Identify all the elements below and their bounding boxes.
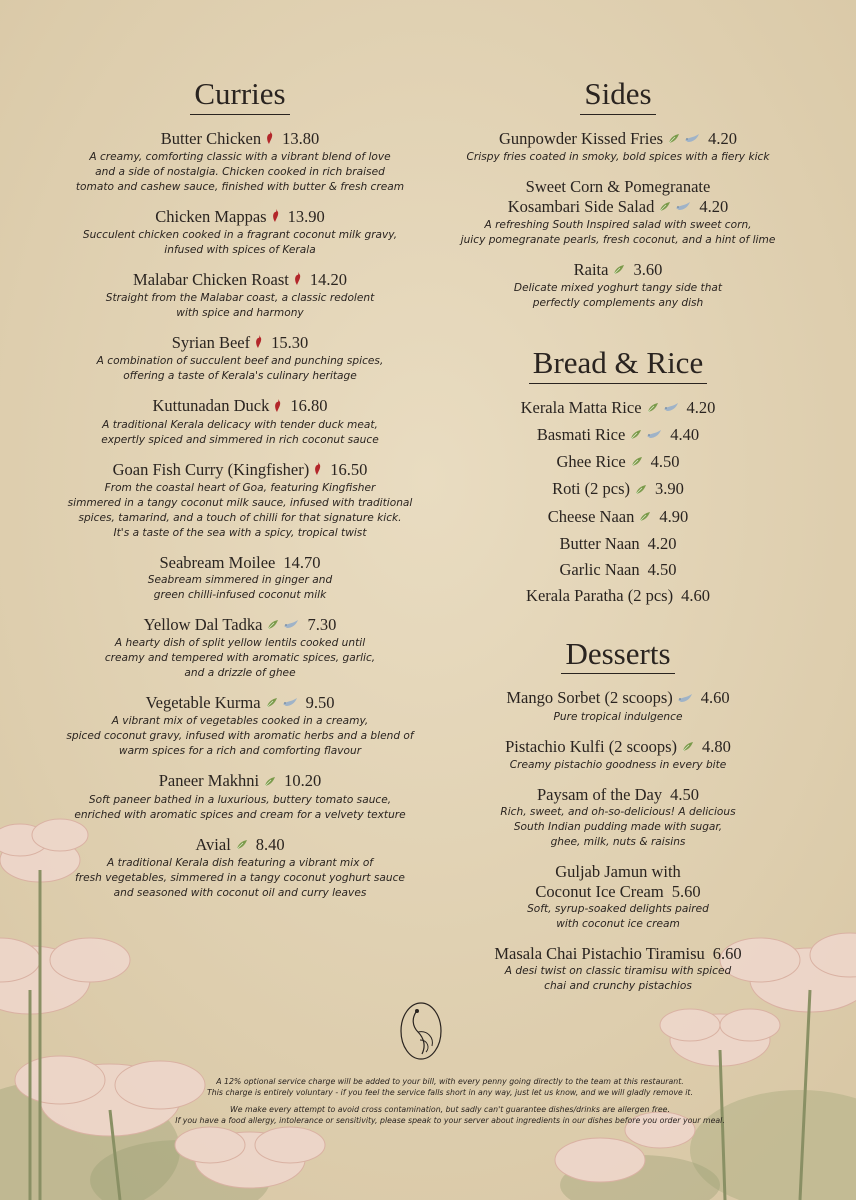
menu-item	[432, 737, 804, 773]
menu-item	[432, 177, 804, 248]
item-price: 3.60	[633, 259, 663, 279]
desserts-section	[432, 635, 804, 994]
vegetarian-icon	[266, 616, 279, 636]
item-name-text: Malabar Chicken Roast	[133, 269, 289, 289]
description-line: infused with spices of Kerala	[164, 243, 316, 256]
footer-notes	[100, 1076, 800, 1132]
description-line: and a drizzle of ghee	[184, 667, 296, 680]
item-name	[40, 460, 440, 481]
menu-item	[432, 862, 804, 932]
item-name	[432, 944, 804, 964]
sides-list	[432, 129, 804, 312]
item-description	[432, 150, 804, 165]
description-line: A desi twist on classic tiramisu with spiced	[504, 964, 732, 977]
item-name-text: Masala Chai Pistachio Tiramisu	[494, 943, 705, 963]
item-name	[40, 207, 440, 228]
vegetarian-icon	[681, 738, 694, 758]
item-price: 4.80	[701, 736, 731, 756]
description-line: It's a taste of the sea with a spicy, tropical twist	[113, 526, 367, 539]
menu-item	[432, 452, 804, 473]
chilli-icon	[265, 130, 274, 150]
description-line: fresh vegetables, simmered in a tangy coconut yoghurt sauce	[75, 871, 405, 884]
item-description	[432, 805, 804, 850]
item-description	[40, 793, 440, 823]
item-name	[40, 270, 440, 291]
service-charge-note: A 12% optional service charge will be added to your bill, with every penny going directly to the team at this restaurant. This charge is entirely voluntary - if you feel the service falls short in any way, just let us know, and we will gladly remove it.	[207, 1077, 693, 1097]
menu-item	[40, 771, 440, 822]
item-description	[40, 573, 440, 603]
item-price: 4.50	[647, 559, 677, 579]
item-name-text: Avial	[195, 834, 231, 854]
item-name	[432, 534, 804, 554]
description-line: offering a taste of Kerala's culinary heritage	[123, 370, 357, 383]
description-line: From the coastal heart of Goa, featuring Kingfisher	[104, 481, 376, 494]
vegan-icon	[646, 426, 662, 446]
item-name-text: Gunpowder Kissed Fries	[499, 128, 664, 148]
description-line: perfectly complements any dish	[532, 297, 704, 310]
item-name	[432, 398, 804, 419]
description-line: spiced coconut gravy, infused with aromatic herbs and a blend of	[66, 730, 414, 743]
peacock-emblem-icon	[398, 1000, 444, 1062]
item-name	[40, 396, 440, 417]
item-name-text: Mango Sorbet (2 scoops)	[506, 688, 673, 708]
description-line: Seabream simmered in ginger and	[147, 573, 333, 586]
sides-section	[432, 78, 804, 311]
item-price: 15.30	[271, 333, 309, 353]
item-name	[40, 553, 440, 573]
item-price: 3.90	[655, 479, 684, 499]
item-price: 16.50	[330, 459, 368, 479]
item-price: 13.90	[287, 206, 325, 226]
vegetarian-icon	[638, 508, 651, 528]
menu-item	[432, 398, 804, 419]
item-price: 4.50	[650, 452, 680, 472]
item-description	[432, 281, 804, 311]
description-line: ghee, milk, nuts & raisins	[550, 835, 686, 848]
menu-item	[432, 586, 804, 606]
item-name	[432, 882, 804, 902]
menu-item	[40, 129, 440, 195]
item-description	[40, 291, 440, 321]
description-line: with spice and harmony	[176, 307, 304, 320]
description-line: and a side of nostalgia. Chicken cooked in rich braised	[95, 165, 385, 178]
item-name	[432, 177, 804, 197]
menu-item	[40, 553, 440, 603]
chilli-icon	[271, 208, 280, 228]
curries-section	[40, 70, 440, 913]
vegan-icon	[282, 694, 298, 714]
description-line: Pure tropical indulgence	[553, 710, 683, 723]
item-description	[432, 964, 804, 994]
item-description	[40, 418, 440, 448]
description-line: A vibrant mix of vegetables cooked in a creamy,	[111, 715, 369, 728]
item-name-text: Kuttunadan Duck	[152, 396, 270, 416]
item-description	[40, 714, 440, 759]
vegetarian-icon	[265, 694, 278, 714]
chilli-icon	[254, 334, 263, 354]
menu-item	[40, 693, 440, 759]
item-name-text: Syrian Beef	[171, 333, 251, 353]
chilli-icon	[293, 271, 302, 291]
vegetarian-icon	[263, 773, 276, 793]
vegetarian-icon	[612, 261, 625, 281]
menu-item	[40, 333, 440, 384]
description-line: A hearty dish of split yellow lentils cooked until	[114, 637, 366, 650]
description-line: expertly spiced and simmered in rich coconut sauce	[101, 433, 379, 446]
description-line: Crispy fries coated in smoky, bold spices with a fiery kick	[466, 150, 770, 163]
menu-item	[432, 560, 804, 580]
menu-item	[432, 688, 804, 724]
description-line: A traditional Kerala dish featuring a vibrant mix of	[106, 856, 374, 869]
item-name-text: Chicken Mappas	[155, 206, 267, 226]
item-price: 4.90	[659, 506, 689, 526]
vegetarian-icon	[667, 130, 680, 150]
item-name-text: Pistachio Kulfi (2 scoops)	[505, 736, 677, 756]
description-line: A combination of succulent beef and punching spices,	[96, 355, 384, 368]
item-name-text: Paneer Makhni	[158, 771, 260, 791]
menu-item	[40, 460, 440, 541]
item-name-text: Guljab Jamun with	[555, 861, 681, 881]
vegan-icon	[684, 130, 700, 150]
vegetarian-icon	[629, 426, 642, 446]
item-name	[40, 835, 440, 856]
item-description	[432, 902, 804, 932]
vegetarian-icon	[646, 399, 659, 419]
item-price: 4.20	[686, 397, 716, 417]
menu-item	[432, 260, 804, 311]
item-description	[40, 150, 440, 195]
item-name-text: Goan Fish Curry (Kingfisher)	[112, 459, 310, 479]
item-price: 6.60	[712, 943, 742, 963]
item-price: 10.20	[284, 771, 322, 791]
item-name	[432, 479, 804, 500]
description-line: A creamy, comforting classic with a vibrant blend of love	[89, 150, 391, 163]
curries-list	[40, 129, 440, 901]
item-name	[432, 737, 804, 758]
desserts-heading: Desserts	[432, 638, 804, 675]
description-line: Soft paneer bathed in a luxurious, buttery tomato sauce,	[88, 793, 392, 806]
item-name-text: Roti (2 pcs)	[552, 479, 631, 499]
item-name-text: Garlic Naan	[559, 559, 640, 579]
bread-rice-list	[432, 398, 804, 606]
item-name	[40, 693, 440, 714]
item-name	[432, 129, 804, 150]
item-name	[40, 615, 440, 636]
item-description	[432, 218, 804, 248]
item-name	[432, 586, 804, 606]
sides-heading: Sides	[432, 78, 804, 115]
description-line: simmered in a tangy coconut milk sauce, infused with traditional	[67, 496, 413, 509]
item-name-text: Seabream Moilee	[159, 552, 276, 572]
menu-item	[432, 785, 804, 850]
menu-item	[40, 615, 440, 681]
menu-item	[432, 944, 804, 994]
item-name-text: Cheese Naan	[547, 506, 635, 526]
description-line: A refreshing South Inspired salad with sweet corn,	[484, 218, 752, 231]
vegetarian-icon	[634, 481, 647, 501]
item-name-text: Coconut Ice Cream	[535, 881, 664, 901]
right-column	[432, 70, 804, 1006]
description-line: tomato and cashew sauce, finished with butter & fresh cream	[75, 180, 405, 193]
vegan-icon	[675, 198, 691, 218]
vegan-icon	[663, 399, 679, 419]
description-line: South Indian pudding made with sugar,	[513, 820, 723, 833]
item-name-text: Kosambari Side Salad	[507, 196, 655, 216]
item-name-text: Yellow Dal Tadka	[143, 614, 263, 634]
item-price: 4.60	[681, 585, 710, 605]
item-description	[40, 636, 440, 681]
item-name-text: Vegetable Kurma	[145, 693, 261, 713]
item-price: 14.70	[283, 552, 321, 572]
item-name	[432, 197, 804, 218]
item-description	[40, 228, 440, 258]
item-price: 16.80	[290, 396, 328, 416]
item-price: 4.20	[647, 533, 677, 553]
item-name	[432, 507, 804, 528]
item-name-text: Sweet Corn & Pomegranate	[525, 176, 711, 196]
bread-rice-section	[432, 347, 804, 606]
item-name	[432, 785, 804, 805]
curries-heading: Curries	[40, 78, 440, 115]
item-name-text: Paysam of the Day	[537, 784, 663, 804]
description-line: enriched with aromatic spices and cream for a velvety texture	[74, 808, 406, 821]
item-description	[432, 758, 804, 773]
description-line: Straight from the Malabar coast, a classic redolent	[105, 292, 375, 305]
item-price: 13.80	[282, 128, 320, 148]
description-line: A traditional Kerala delicacy with tender duck meat,	[102, 418, 378, 431]
chilli-icon	[273, 398, 282, 418]
vegan-icon	[677, 690, 693, 710]
item-price: 4.20	[699, 196, 729, 216]
menu-item	[40, 207, 440, 258]
menu-item	[432, 507, 804, 528]
description-line: and seasoned with coconut oil and curry leaves	[113, 886, 367, 899]
item-name	[40, 771, 440, 792]
item-price: 4.20	[708, 128, 737, 148]
description-line: Creamy pistachio goodness in every bite	[509, 758, 727, 771]
item-price: 8.40	[255, 834, 285, 854]
item-name	[432, 452, 804, 473]
description-line: juicy pomegranate pearls, fresh coconut, and a hint of lime	[460, 233, 776, 246]
description-line: warm spices for a rich and comforting flavour	[118, 745, 362, 758]
item-price: 9.50	[305, 693, 335, 713]
item-name-text: Kerala Paratha (2 pcs)	[526, 585, 674, 605]
item-name-text: Kerala Matta Rice	[520, 397, 642, 417]
menu-item	[40, 396, 440, 447]
bread-rice-heading: Bread & Rice	[432, 347, 804, 384]
chilli-icon	[313, 461, 322, 481]
menu-item	[432, 425, 804, 446]
item-name-text: Basmati Rice	[536, 424, 626, 444]
description-line: Succulent chicken cooked in a fragrant coconut milk gravy,	[82, 228, 398, 241]
vegan-icon	[283, 616, 299, 636]
item-name	[432, 688, 804, 709]
item-name	[40, 129, 440, 150]
item-name-text: Butter Chicken	[160, 128, 262, 148]
item-price: 14.20	[309, 269, 347, 289]
vegetarian-icon	[658, 198, 671, 218]
item-name	[432, 862, 804, 882]
item-description	[432, 710, 804, 725]
description-line: green chilli-infused coconut milk	[153, 588, 327, 601]
menu-item	[432, 479, 804, 500]
description-line: spices, tamarind, and a touch of chilli for that signature kick.	[78, 511, 402, 524]
item-name	[432, 260, 804, 281]
item-name-text: Ghee Rice	[556, 452, 626, 472]
item-description	[40, 354, 440, 384]
menu-item	[432, 129, 804, 165]
item-name-text: Butter Naan	[559, 533, 640, 553]
item-name	[432, 560, 804, 580]
item-description	[40, 481, 440, 541]
description-line: Soft, syrup-soaked delights paired	[527, 902, 709, 915]
description-line: creamy and tempered with aromatic spices, garlic,	[104, 652, 376, 665]
item-price: 5.60	[671, 881, 701, 901]
description-line: with coconut ice cream	[556, 917, 680, 930]
menu-item	[40, 835, 440, 901]
item-name	[432, 425, 804, 446]
menu-item	[432, 534, 804, 554]
item-description	[40, 856, 440, 901]
item-name	[40, 333, 440, 354]
vegetarian-icon	[630, 453, 643, 473]
menu-item	[40, 270, 440, 321]
allergen-note: We make every attempt to avoid cross contamination, but sadly can't guarantee dishes/drinks are allergen free. If you have a food allergy, intolerance or sensitivity, please speak to your server about ingredients in our dishes before you order your meal.	[175, 1105, 725, 1125]
item-price: 4.40	[670, 424, 700, 444]
item-price: 4.50	[670, 784, 699, 804]
item-name-text: Raita	[573, 259, 609, 279]
description-line: Rich, sweet, and oh-so-delicious! A delicious	[500, 805, 736, 818]
item-price: 7.30	[307, 614, 337, 634]
vegetarian-icon	[235, 836, 248, 856]
desserts-list	[432, 688, 804, 993]
description-line: chai and crunchy pistachios	[544, 979, 692, 992]
description-line: Delicate mixed yoghurt tangy side that	[513, 282, 723, 295]
item-price: 4.60	[700, 688, 730, 708]
